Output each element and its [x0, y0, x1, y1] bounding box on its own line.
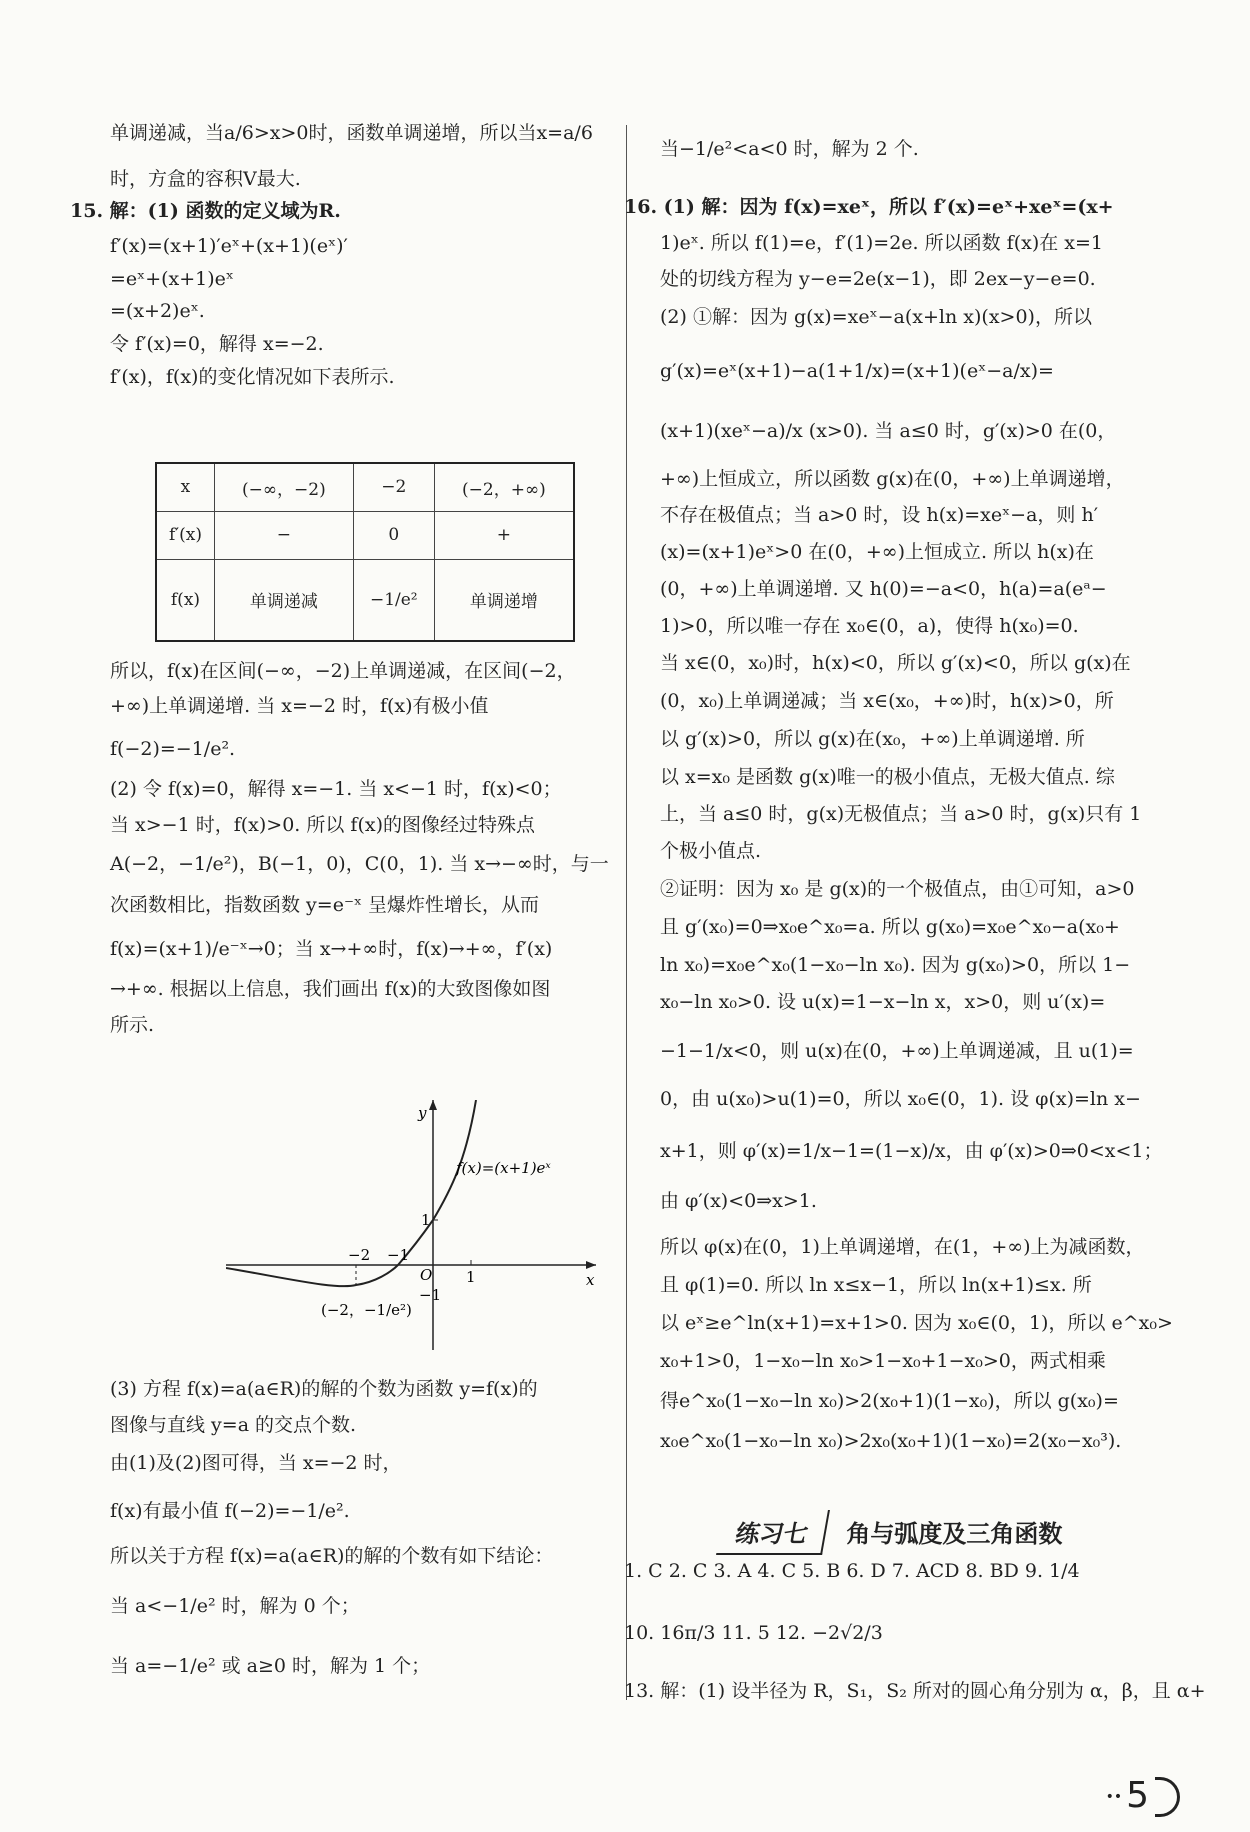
- text-line: 当 x∈(0，x₀)时，h(x)<0，所以 g′(x)<0，所以 g(x)在: [660, 652, 1131, 674]
- table-header-cell: x: [156, 463, 214, 511]
- decorative-dots-icon: ••: [1105, 1789, 1123, 1805]
- table-cell: f(x): [156, 559, 214, 641]
- text-line: ②证明：因为 x₀ 是 g(x)的一个极值点，由①可知，a>0: [660, 878, 1135, 900]
- text-line: 当 a<−1/e² 时，解为 0 个；: [110, 1595, 360, 1617]
- section-heading: [720, 1510, 1062, 1555]
- text-line: 令 f′(x)=0，解得 x=−2.: [110, 333, 324, 355]
- text-line: x+1，则 φ′(x)=1/x−1=(1−x)/x，由 φ′(x)>0⇒0<x<1；: [660, 1140, 1163, 1162]
- text-line: f′(x)=(x+1)′eˣ+(x+1)(eˣ)′: [110, 235, 348, 257]
- text-line: f′(x)，f(x)的变化情况如下表所示.: [110, 366, 395, 388]
- table-cell: 0: [353, 511, 434, 559]
- text-line: x₀−ln x₀>0. 设 u(x)=1−x−ln x，x>0，则 u′(x)=: [660, 991, 1106, 1013]
- origin-label: O: [420, 1266, 433, 1284]
- text-line: =(x+2)eˣ.: [110, 300, 205, 322]
- table-cell: −1/e²: [353, 559, 434, 641]
- text-line: +∞)上单调递增. 当 x=−2 时，f(x)有极小值: [110, 695, 489, 717]
- table-cell: 单调递减: [214, 559, 353, 641]
- text-line: A(−2，−1/e²)，B(−1，0)，C(0，1). 当 x→−∞时，与一: [110, 853, 609, 875]
- text-line: =eˣ+(x+1)eˣ: [110, 268, 234, 290]
- text-line: −1−1/x<0，则 u(x)在(0，+∞)上单调递减，且 u(1)=: [660, 1040, 1134, 1062]
- table-cell: 单调递增: [434, 559, 574, 641]
- text-line: 以 eˣ≥e^ln(x+1)=x+1>0. 因为 x₀∈(0，1)，所以 e^x₀>: [660, 1312, 1173, 1334]
- text-line: →+∞. 根据以上信息，我们画出 f(x)的大致图像如图: [110, 978, 551, 1000]
- table-cell: −: [214, 511, 353, 559]
- text-line: (2) 令 f(x)=0，解得 x=−1. 当 x<−1 时，f(x)<0；: [110, 778, 562, 800]
- axis-x-label: x: [586, 1271, 595, 1289]
- text-line: +∞)上恒成立，所以函数 g(x)在(0，+∞)上单调递增，: [660, 468, 1125, 490]
- text-line: 当−1/e²<a<0 时，解为 2 个.: [660, 138, 919, 160]
- text-line: 当 a=−1/e² 或 a≥0 时，解为 1 个；: [110, 1655, 431, 1677]
- text-line: 不存在极值点；当 a>0 时，设 h(x)=xeˣ−a，则 h′: [660, 504, 1099, 526]
- text-line: f(−2)=−1/e².: [110, 738, 236, 760]
- tick-y-neg1: −1: [419, 1286, 442, 1304]
- text-line: 图像与直线 y=a 的交点个数.: [110, 1414, 357, 1436]
- text-line: x₀+1>0，1−x₀−ln x₀>1−x₀+1−x₀>0，两式相乘: [660, 1350, 1106, 1372]
- section-title: 角与弧度及三角函数: [846, 1520, 1063, 1548]
- page-number-value: 5: [1126, 1775, 1149, 1816]
- text-line: 以 g′(x)>0，所以 g(x)在(x₀，+∞)上单调递增. 所: [660, 728, 1085, 750]
- text-line: f(x)=(x+1)/e⁻ˣ→0；当 x→+∞时，f(x)→+∞，f′(x): [110, 938, 553, 960]
- text-line: 15. 解：(1) 函数的定义域为R.: [70, 200, 341, 222]
- answers-line: 10. 16π/3 11. 5 12. −2√2/3: [624, 1622, 883, 1644]
- text-line: x₀e^x₀(1−x₀−ln x₀)>2x₀(x₀+1)(1−x₀)=2(x₀−x₀³).: [660, 1430, 1122, 1452]
- text-line: 处的切线方程为 y−e=2e(x−1)，即 2ex−y−e=0.: [660, 268, 1096, 290]
- text-line: g′(x)=eˣ(x+1)−a(1+1/x)=(x+1)(eˣ−a/x)=: [660, 360, 1054, 382]
- text-line: 个极小值点.: [660, 840, 762, 862]
- tick-neg2: −2: [348, 1246, 371, 1264]
- text-line: (x)=(x+1)eˣ>0 在(0，+∞)上恒成立. 所以 h(x)在: [660, 541, 1094, 563]
- text-line: 0，由 u(x₀)>u(1)=0，所以 x₀∈(0，1). 设 φ(x)=ln x−: [660, 1088, 1141, 1110]
- variation-table: [155, 462, 575, 642]
- text-line: 由(1)及(2)图可得，当 x=−2 时，: [110, 1452, 402, 1474]
- text-line: 且 φ(1)=0. 所以 ln x≤x−1，所以 ln(x+1)≤x. 所: [660, 1274, 1092, 1296]
- section-badge: 练习七: [716, 1510, 830, 1555]
- axis-y-label: y: [418, 1104, 427, 1122]
- text-line: ln x₀)=x₀e^x₀(1−x₀−ln x₀). 因为 g(x₀)>0，所以 1−: [660, 954, 1131, 976]
- text-line: (3) 方程 f(x)=a(a∈R)的解的个数为函数 y=f(x)的: [110, 1378, 538, 1400]
- text-line: 由 φ′(x)<0⇒x>1.: [660, 1190, 817, 1212]
- text-line: (x+1)(xeˣ−a)/x (x>0). 当 a≤0 时，g′(x)>0 在(0，: [660, 420, 1117, 442]
- text-line: 以 x=x₀ 是函数 g(x)唯一的极小值点，无极大值点. 综: [660, 766, 1115, 788]
- curve-label: f(x)=(x+1)eˣ: [456, 1159, 551, 1177]
- text-line: 得e^x₀(1−x₀−ln x₀)>2(x₀+1)(1−x₀)，所以 g(x₀)=: [660, 1390, 1119, 1412]
- text-line: f(x)有最小值 f(−2)=−1/e².: [110, 1500, 350, 1522]
- point-a-label: (−2，−1/e²): [321, 1301, 412, 1319]
- text-line: (2) ①解：因为 g(x)=xeˣ−a(x+ln x)(x>0)，所以: [660, 306, 1092, 328]
- function-graph: [226, 1100, 596, 1350]
- table-header-cell: (−2，+∞): [434, 463, 574, 511]
- table-header-cell: (−∞，−2): [214, 463, 353, 511]
- text-line: 所以 φ(x)在(0，1)上单调递增，在(1，+∞)上为减函数，: [660, 1236, 1145, 1258]
- text-line: (0，+∞)上单调递增. 又 h(0)=−a<0，h(a)=a(eᵃ−: [660, 578, 1107, 600]
- text-line: 当 x>−1 时，f(x)>0. 所以 f(x)的图像经过特殊点: [110, 814, 535, 836]
- text-line: 所以，f(x)在区间(−∞，−2)上单调递减，在区间(−2，: [110, 660, 576, 682]
- text-line: 且 g′(x₀)=0⇒x₀e^x₀=a. 所以 g(x₀)=x₀e^x₀−a(x₀+: [660, 916, 1120, 938]
- answers-line: 1. C 2. C 3. A 4. C 5. B 6. D 7. ACD 8. BD 9. 1/4: [624, 1560, 1080, 1582]
- text-line: (0，x₀)上单调递减；当 x∈(x₀，+∞)时，h(x)>0，所: [660, 690, 1114, 712]
- text-line: 时，方盒的容积V最大.: [110, 168, 301, 190]
- text-line: 次函数相比，指数函数 y=e⁻ˣ 呈爆炸性增长，从而: [110, 894, 540, 916]
- y-axis-arrow: [429, 1100, 437, 1110]
- decorative-arc-icon: [1155, 1777, 1180, 1817]
- text-line: 1)eˣ. 所以 f(1)=e，f′(1)=2e. 所以函数 f(x)在 x=1: [660, 232, 1103, 254]
- tick-y1: 1: [421, 1211, 431, 1229]
- text-line: 16. (1) 解：因为 f(x)=xeˣ，所以 f′(x)=eˣ+xeˣ=(x+: [624, 196, 1114, 218]
- x-axis-arrow: [586, 1261, 596, 1269]
- table-cell: +: [434, 511, 574, 559]
- text-line: 单调递减，当a/6>x>0时，函数单调递增，所以当x=a/6: [110, 122, 593, 144]
- text-line: 所示.: [110, 1014, 155, 1036]
- text-line: 所以关于方程 f(x)=a(a∈R)的解的个数有如下结论：: [110, 1545, 554, 1567]
- page-number: [1106, 1775, 1180, 1817]
- tick-pos1: 1: [466, 1268, 476, 1286]
- column-divider: [626, 125, 627, 1700]
- text-line: 上，当 a≤0 时，g(x)无极值点；当 a>0 时，g(x)只有 1: [660, 803, 1142, 825]
- text-line: 13. 解：(1) 设半径为 R，S₁，S₂ 所对的圆心角分别为 α，β，且 α+: [624, 1680, 1206, 1702]
- table-header-cell: −2: [353, 463, 434, 511]
- tick-neg1: −1: [387, 1246, 410, 1264]
- table-cell: f′(x): [156, 511, 214, 559]
- text-line: 1)>0，所以唯一存在 x₀∈(0，a)，使得 h(x₀)=0.: [660, 615, 1079, 637]
